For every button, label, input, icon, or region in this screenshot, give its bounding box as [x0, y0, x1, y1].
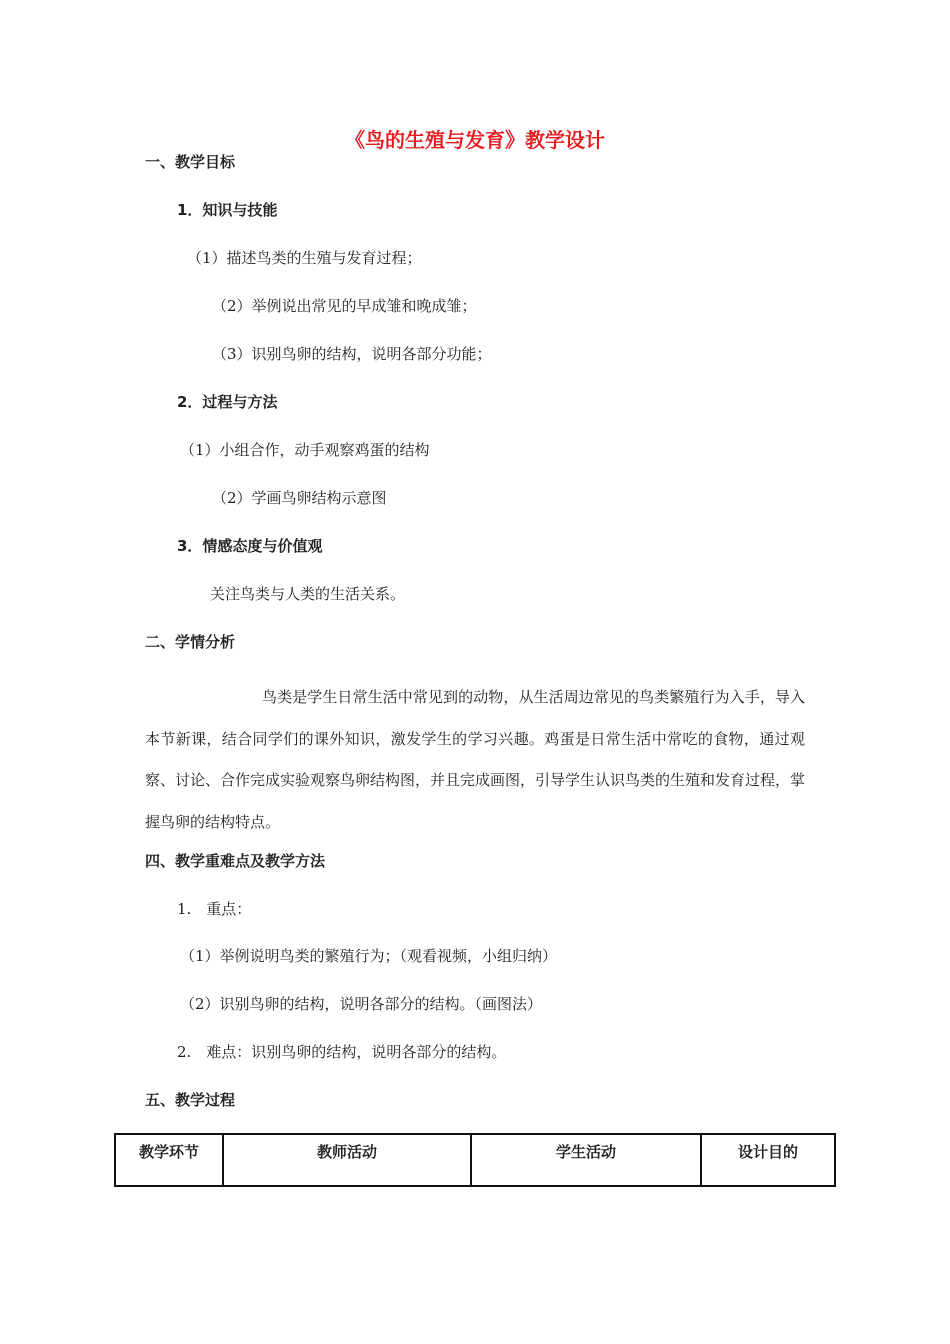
analysis-paragraph: 鸟类是学生日常生活中常见到的动物，从生活周边常见的鸟类繁殖行为入手，导入本节新课，结合同学们的课外知识，激发学生的学习兴趣。鸡蛋是日常生活中常吃的食物，通过观察、讨论、合作完成实验观察鸟卵结构图，并且完成画图，引导学生认识鸟类的生殖和发育过程，掌握鸟卵的结构特点。: [145, 688, 806, 831]
table-header-cell: 学生活动: [471, 1134, 701, 1186]
section-heading-key-points: 四、教学重难点及教学方法: [145, 852, 326, 870]
document-title: 《鸟的生殖与发育》教学设计: [345, 128, 605, 152]
key-point-label: 1. 重点：: [177, 900, 252, 918]
subheading-attitude-values: 3．情感态度与价值观: [177, 537, 323, 555]
table-header-row: [115, 1134, 835, 1186]
table-header-cell: 设计目的: [701, 1134, 835, 1186]
key-point-item: （2）识别鸟卵的结构，说明各部分的结构。（画图法）: [180, 995, 543, 1013]
subheading-process-method: 2．过程与方法: [177, 393, 278, 411]
section-heading-process: 五、教学过程: [145, 1091, 236, 1109]
subheading-knowledge-skills: 1．知识与技能: [177, 201, 278, 219]
section-heading-analysis: 二、学情分析: [145, 633, 236, 651]
table-header-cell: 教学环节: [115, 1134, 223, 1186]
objective-item: （1）小组合作，动手观察鸡蛋的结构: [180, 441, 430, 459]
teaching-process-table: [114, 1133, 836, 1187]
section-heading-objectives: 一、教学目标: [145, 153, 236, 171]
objective-item: （2）学画鸟卵结构示意图: [212, 489, 387, 507]
objective-item: （1）描述鸟类的生殖与发育过程；: [187, 249, 422, 267]
difficulty-item: 2. 难点：识别鸟卵的结构，说明各部分的结构。: [177, 1043, 507, 1061]
objective-item: （2）举例说出常见的早成雏和晚成雏；: [212, 297, 477, 315]
key-point-item: （1）举例说明鸟类的繁殖行为；（观看视频，小组归纳）: [180, 947, 558, 965]
objective-item: （3）识别鸟卵的结构，说明各部分功能；: [212, 345, 492, 363]
objective-item: 关注鸟类与人类的生活关系。: [210, 585, 406, 603]
table-header-cell: 教师活动: [223, 1134, 471, 1186]
